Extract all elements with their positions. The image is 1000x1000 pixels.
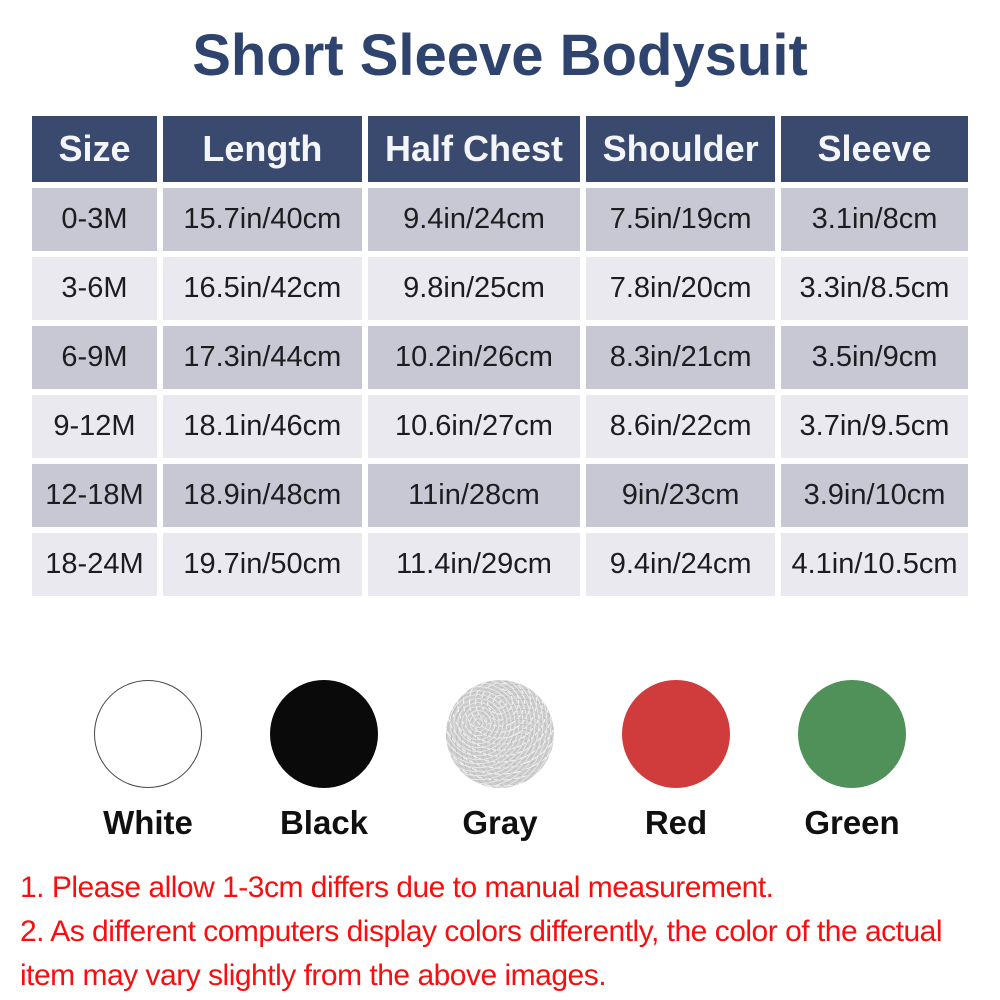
- color-swatch-gray: [436, 680, 564, 842]
- column-header-half-chest: Half Chest: [368, 116, 580, 182]
- color-swatch-black: [260, 680, 388, 842]
- color-swatch-label: Green: [804, 804, 900, 841]
- measurement-cell: 3.3in/8.5cm: [781, 257, 968, 320]
- measurement-cell: 7.8in/20cm: [586, 257, 775, 320]
- page-title: Short Sleeve Bodysuit: [192, 23, 808, 88]
- measurement-cell: 11in/28cm: [368, 464, 580, 527]
- gray-color-circle-icon: [446, 680, 554, 788]
- column-header-size: Size: [32, 116, 157, 182]
- black-color-circle-icon: [270, 680, 378, 788]
- measurement-cell: 10.2in/26cm: [368, 326, 580, 389]
- measurement-cell: 18.1in/46cm: [163, 395, 362, 458]
- size-cell: 3-6M: [32, 257, 157, 320]
- column-header-sleeve: Sleeve: [781, 116, 968, 182]
- color-swatch-row: [0, 680, 1000, 842]
- table-body: [32, 188, 968, 596]
- measurement-cell: 4.1in/10.5cm: [781, 533, 968, 596]
- size-cell: 0-3M: [32, 188, 157, 251]
- color-swatch-red: [612, 680, 740, 842]
- white-color-circle-icon: [94, 680, 202, 788]
- table-row-0-3m: [32, 188, 968, 251]
- green-color-circle-icon: [798, 680, 906, 788]
- measurement-cell: 19.7in/50cm: [163, 533, 362, 596]
- table-row-3-6m: [32, 257, 968, 320]
- disclaimer-notes: [20, 866, 990, 998]
- color-swatch-label: White: [103, 804, 193, 841]
- table-row-6-9m: [32, 326, 968, 389]
- red-color-circle-icon: [622, 680, 730, 788]
- size-cell: 9-12M: [32, 395, 157, 458]
- size-cell: 6-9M: [32, 326, 157, 389]
- measurement-cell: 3.5in/9cm: [781, 326, 968, 389]
- measurement-cell: 9.8in/25cm: [368, 257, 580, 320]
- table-head: [32, 116, 968, 182]
- table-header-row: [32, 116, 968, 182]
- measurement-cell: 8.3in/21cm: [586, 326, 775, 389]
- measurement-cell: 15.7in/40cm: [163, 188, 362, 251]
- measurement-cell: 17.3in/44cm: [163, 326, 362, 389]
- size-cell: 18-24M: [32, 533, 157, 596]
- color-swatch-label: Red: [644, 804, 708, 841]
- measurement-cell: 7.5in/19cm: [586, 188, 775, 251]
- measurement-cell: 10.6in/27cm: [368, 395, 580, 458]
- column-header-shoulder: Shoulder: [586, 116, 775, 182]
- size-chart-page: [0, 22, 1000, 1000]
- measurement-cell: 3.1in/8cm: [781, 188, 968, 251]
- measurement-cell: 16.5in/42cm: [163, 257, 362, 320]
- measurement-cell: 3.9in/10cm: [781, 464, 968, 527]
- measurement-cell: 9.4in/24cm: [368, 188, 580, 251]
- table-row-18-24m: [32, 533, 968, 596]
- color-swatch-label: Black: [279, 804, 369, 841]
- table-row-12-18m: [32, 464, 968, 527]
- note-line-2: 2. As different computers display colors differently, the color of the actual item may vary slightly from the above images.: [20, 915, 943, 992]
- measurement-cell: 18.9in/48cm: [163, 464, 362, 527]
- measurement-cell: 9.4in/24cm: [586, 533, 775, 596]
- table-row-9-12m: [32, 395, 968, 458]
- size-cell: 12-18M: [32, 464, 157, 527]
- measurement-cell: 9in/23cm: [586, 464, 775, 527]
- size-chart-table: [26, 110, 974, 602]
- color-swatch-green: [788, 680, 916, 842]
- measurement-cell: 3.7in/9.5cm: [781, 395, 968, 458]
- measurement-cell: 11.4in/29cm: [368, 533, 580, 596]
- note-line-1: 1. Please allow 1-3cm differs due to manual measurement.: [20, 871, 774, 904]
- column-header-length: Length: [163, 116, 362, 182]
- measurement-cell: 8.6in/22cm: [586, 395, 775, 458]
- color-swatch-white: [84, 680, 212, 842]
- color-swatch-label: Gray: [462, 804, 538, 841]
